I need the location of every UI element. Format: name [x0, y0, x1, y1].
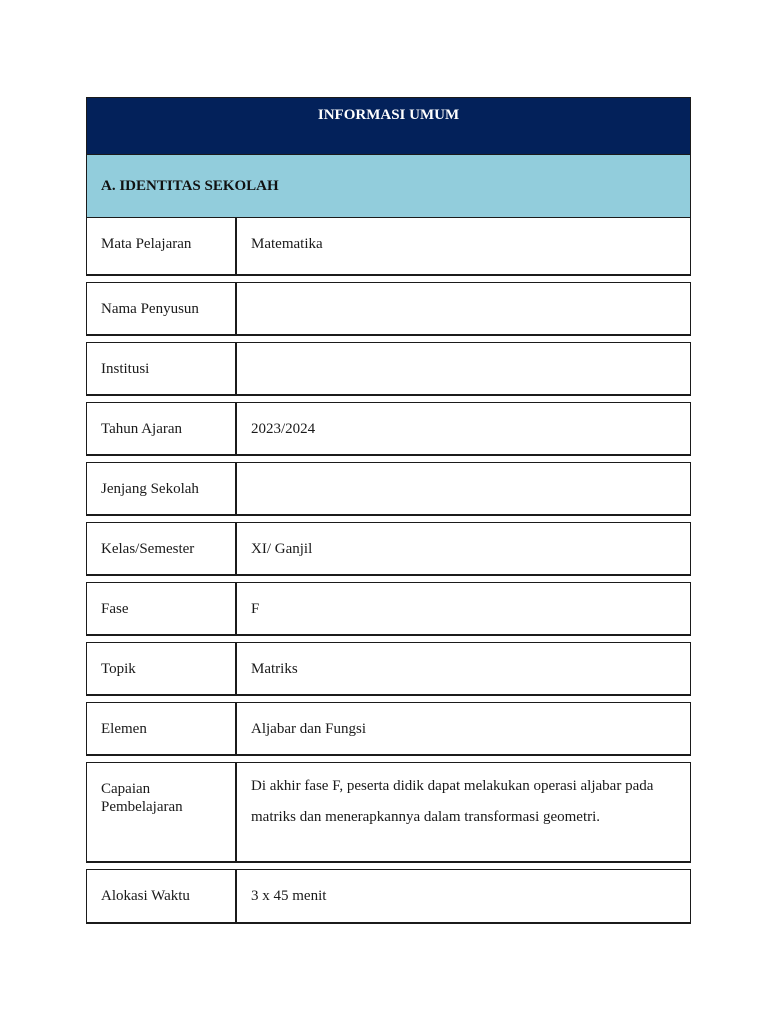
row-value: XI/ Ganjil: [251, 541, 313, 557]
row-label: Capaian Pembelajaran: [87, 763, 237, 861]
row-value: [237, 463, 690, 514]
row-value: Di akhir fase F, peserta didik dapat melakukan operasi aljabar pada matriks dan menerapkannya dalam transformasi geometri.: [251, 778, 654, 825]
row-value: 2023/2024: [251, 421, 316, 437]
row-label: Kelas/Semester: [87, 523, 237, 574]
row-label: Fase: [87, 583, 237, 634]
row-label: Topik: [87, 643, 237, 694]
row-value: 3 x 45 menit: [251, 888, 327, 904]
row-value: Aljabar dan Fungsi: [251, 721, 366, 737]
row-label: Tahun Ajaran: [87, 403, 237, 454]
table-row-capaian-pembelajaran: [86, 762, 691, 863]
row-label: Alokasi Waktu: [87, 870, 237, 922]
table-row-mata-pelajaran: [86, 217, 691, 276]
row-label: Jenjang Sekolah: [87, 463, 237, 514]
table-row-tahun-ajaran: [86, 402, 691, 456]
row-value: Matematika: [251, 236, 323, 252]
row-value: Matriks: [251, 661, 298, 677]
table-row-topik: [86, 642, 691, 696]
section-title: A. IDENTITAS SEKOLAH: [101, 177, 279, 194]
table-row-institusi: [86, 342, 691, 396]
table-row-alokasi-waktu: [86, 869, 691, 924]
row-value: [237, 343, 690, 394]
row-label: Mata Pelajaran: [87, 218, 237, 274]
section-header: [86, 155, 691, 217]
row-label: Institusi: [87, 343, 237, 394]
row-label: Elemen: [87, 703, 237, 754]
row-label: Nama Penyusun: [87, 283, 237, 334]
row-value: F: [251, 601, 260, 617]
header-title: INFORMASI UMUM: [317, 107, 460, 123]
table-header: [86, 97, 691, 155]
table-row-fase: [86, 582, 691, 636]
table-row-elemen: [86, 702, 691, 756]
info-table: [86, 97, 691, 924]
row-value: [237, 283, 690, 334]
table-row-kelas-semester: [86, 522, 691, 576]
table-row-nama-penyusun: [86, 282, 691, 336]
table-row-jenjang-sekolah: [86, 462, 691, 516]
